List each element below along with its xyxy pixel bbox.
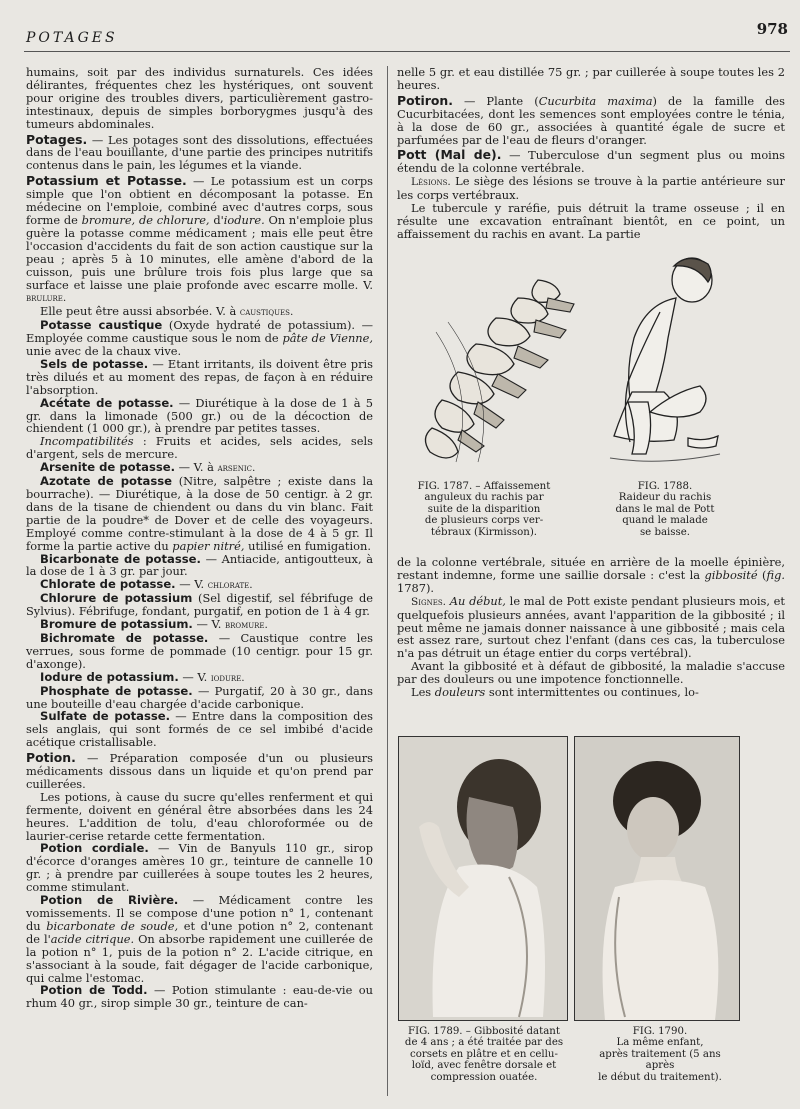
text-run: douleurs: [434, 685, 486, 700]
text-run: bicarbonate de soude,: [46, 918, 179, 933]
entry-headword: Arsenite de potasse.: [40, 460, 176, 475]
paragraph: [26, 461, 373, 475]
text-run: bromure.: [224, 619, 268, 632]
child-bending-illustration: [600, 252, 725, 472]
text-run: fig.: [766, 567, 785, 582]
entry-headword: Potasse caustique: [40, 318, 163, 333]
column-divider: [387, 66, 388, 1096]
caption-line: loïd, avec fenêtre dorsale et: [411, 1060, 557, 1072]
text-run: — Les potages sont des dissolutions, effectuées dans de l'eau bouillante, d'une partie des principes nutritifs contenus dans le pain, les légumes et la viande.: [26, 132, 373, 173]
entry-headword: Chlorure de potassium: [40, 591, 193, 606]
text-run: — Tuberculose d'un segment plus ou moins étendu de la colonne vertébrale.: [397, 148, 786, 176]
paragraph: [26, 578, 373, 592]
caption-line: tébraux (Kirmisson).: [430, 526, 538, 538]
spine-illustration: [418, 272, 588, 477]
caption-line: après: [645, 1060, 675, 1072]
text-run: — V.: [175, 577, 208, 592]
entry-headword: Bicarbonate de potasse.: [40, 551, 201, 566]
header-rule: [24, 51, 790, 52]
text-run: — Le potassium est un corps simple que l'on obtient en décomposant la potasse. En médecine on l'emploie, combiné avec d'autres corps, sous forme de: [26, 174, 373, 227]
text-run: : Fruits et acides, sels acides, sels d'argent, sels de mercure.: [26, 434, 373, 462]
entry-headword: Azotate de potasse: [40, 474, 173, 489]
text-run: papier nitré,: [172, 538, 245, 553]
text-run: Le siège des lésions se trouve à la partie antérieure sur les corps vertébraux.: [397, 174, 785, 203]
text-run: Au début,: [449, 593, 506, 608]
text-run: — V. à: [175, 460, 218, 475]
text-run: (: [757, 567, 767, 582]
paragraph: [26, 319, 373, 358]
text-run: 1787).: [397, 580, 435, 595]
paragraph: [26, 305, 373, 319]
text-run: humains, soit par des individus surnaturels. Ces idées délirantes, fréquentes chez les hystériques, ont souvent pour origine des troubles divers, particulièrement gastro-intestinaux, depuis de simples borborygmes jusqu'à des tumeurs abdominales.: [26, 65, 373, 131]
entry-headword: Potassium et Potasse.: [26, 173, 187, 189]
paragraph: [26, 435, 373, 461]
text-run: ) de la famille des Cucurbitacées, dont les semences sont employées contre le ténia, à la dose de 60 gr., associées à quantité égale de sucre et parfumées par de l'eau de fleurs d'oranger.: [397, 93, 786, 147]
caption-fig-1790: [582, 1026, 738, 1083]
text-run: brulure.: [26, 292, 67, 305]
caption-line: de 4 ans ; a été traitée par des: [404, 1037, 564, 1049]
text-run: gibbosité: [704, 567, 758, 582]
paragraph: [397, 92, 786, 147]
entry-headword: Acétate de potasse.: [40, 395, 174, 410]
caption-line: se baisse.: [639, 526, 691, 538]
text-run: nelle 5 gr. et eau distillée 75 gr. ; par cuillerée à soupe toutes les 2 heures.: [397, 65, 785, 92]
entry-headword: Chlorate de potasse.: [40, 577, 176, 592]
paragraph: [26, 592, 373, 618]
text-run: arsenic.: [217, 462, 256, 475]
text-run: (Nitre, salpêtre ; existe dans la bourrache). — Diurétique, à la dose de 50 centigr. à 2 gr. dans de la tisane de chiendent ou dans du vin blanc. Fait partie de la poudre* de Dover et de celle des voyageurs. Employé comme contre-stimulant à la dose de 4 à 5 gr. Il forme la partie active du: [26, 474, 373, 553]
text-run: acide citrique.: [50, 931, 135, 946]
text-run: (Oxyde hydraté de potassium). — Employée comme caustique sous le nom de: [26, 318, 373, 346]
entry-headword: Sels de potasse.: [40, 356, 149, 371]
paragraph: [26, 66, 373, 131]
entry-headword: Iodure de potassium.: [40, 669, 179, 684]
caption-line: dans le mal de Pott: [615, 503, 715, 515]
text-run: Les potions, à cause du sucre qu'elles renferment et qui fermente, doivent en général être absorbées dans les 24 heures. L'addition de tolu, d'eau chloroformée ou de laurier-cerise retarde cette fermentation.: [26, 789, 373, 843]
text-run: pâte de Vienne,: [282, 331, 373, 346]
entry-headword: Phosphate de potasse.: [40, 683, 193, 698]
text-run: unie avec de la chaux vive.: [26, 344, 182, 359]
text-run: Avant la gibbosité et à défaut de gibbosité, la maladie s'accuse par des douleurs ou une impotence fonctionnelle.: [397, 659, 785, 687]
text-run: d': [209, 212, 224, 227]
caption-line: FIG. 1789. – Gibbosité datant: [408, 1026, 560, 1037]
paragraph: [26, 618, 373, 632]
text-run: Incompatibilités: [40, 434, 134, 449]
caption-fig-1788: [600, 481, 730, 538]
text-run: — V.: [178, 669, 211, 684]
text-run: et d'une potion n° 2, contenant de l': [26, 918, 373, 946]
text-run: chlorate.: [207, 579, 253, 592]
text-run: sont intermittentes ou continues, lo-: [485, 685, 699, 700]
paragraph: [397, 595, 785, 661]
paragraph: [26, 842, 373, 894]
caption-line: compression ouatée.: [430, 1071, 538, 1083]
text-run: bromure, de chlorure,: [81, 212, 210, 227]
paragraph: [26, 671, 373, 685]
paragraph: [26, 791, 373, 843]
paragraph: [26, 894, 373, 984]
caption-line: FIG. 1788.: [637, 481, 693, 492]
caption-line: Raideur du rachis: [618, 492, 712, 504]
caption-line: anguleux du rachis par: [424, 492, 544, 504]
entry-headword: Potion de Rivière.: [40, 893, 179, 908]
text-run: — Diurétique à la dose de 1 à 5 gr. dans la limonade (500 gr.) ou de la décoction de chiendent (1 000 gr.), à prendre par petites tasses.: [26, 395, 373, 436]
paragraph: [397, 175, 785, 202]
paragraph: [26, 710, 373, 749]
text-run: On absorbe rapidement une cuillerée de la potion n° 1, puis de la potion n° 2. L'acide citrique, en s'associant à la soude, fait dégager de l'acide carbonique, qui calme l'estomac.: [26, 931, 373, 985]
running-head: POTAGES: [26, 30, 118, 46]
paragraph: [397, 149, 785, 175]
paragraph: [26, 175, 373, 305]
photo-fig-1790: [574, 736, 740, 1021]
left-column: [26, 66, 373, 1010]
text-run: Lésions.: [411, 176, 451, 189]
paragraph: [26, 632, 373, 671]
paragraph: [397, 556, 785, 595]
text-run: — Vin de Banyuls 110 gr., sirop d'écorce d'oranges amères 10 gr., teinture de cannelle 10 gr. ; à prendre par cuillerées à soupe toutes les 2 heures, comme stimulant.: [26, 841, 373, 895]
paragraph: [397, 66, 785, 92]
entry-headword: Bromure de potassium.: [40, 617, 193, 632]
caption-line: quand le malade: [622, 515, 708, 527]
caption-line: après traitement (5 ans: [599, 1048, 721, 1060]
entry-headword: Potion.: [26, 750, 76, 766]
text-run: — Médicament contre les vomissements. Il se compose d'une potion n° 1, contenant du: [26, 893, 373, 933]
entry-headword: Pott (Mal de).: [397, 147, 502, 163]
paragraph: [397, 202, 785, 241]
paragraph: [26, 131, 373, 173]
text-run: — Etant irritants, ils doivent être pris très dilués et au moment des repas, de façon à en réduire l'absorption.: [26, 356, 374, 397]
photo-fig-1789: [398, 736, 568, 1021]
entry-headword: Bichromate de potasse.: [40, 630, 209, 645]
right-column-mid: [397, 556, 785, 699]
caption-line: La même enfant,: [616, 1037, 704, 1049]
caption-line: le début du traitement).: [598, 1071, 722, 1083]
caption-line: FIG. 1790.: [632, 1026, 688, 1037]
entry-headword: Potages.: [26, 131, 88, 147]
caption-line: corsets en plâtre et en cellu-: [410, 1048, 558, 1060]
text-run: Les: [411, 685, 435, 700]
right-column-top: [397, 66, 785, 241]
paragraph: [26, 358, 373, 397]
text-run: le mal de Pott existe pendant plusieurs mois, et quelquefois plusieurs années, avant l'apparition de la gibbosité ; il peut même ne jamais donner naissance à une gibbosité ; mais cela est assez rare, surtout chez l'enfant (dans ces cas, la tuberculose n'a pas détruit un étage entier du corps vertébral).: [397, 593, 786, 661]
caption-line: FIG. 1787. – Affaissement: [417, 481, 551, 492]
paragraph: [26, 752, 373, 791]
text-run: — Préparation composée d'un ou plusieurs médicaments dissous dans un liquide et qu'on prend par cuillerées.: [26, 751, 373, 791]
caption-fig-1789: [398, 1026, 570, 1083]
text-run: — Antiacide, antigoutteux, à la dose de 1 à 3 gr. par jour.: [26, 551, 374, 579]
text-run: Elle peut être aussi absorbée. V. à: [40, 304, 240, 319]
text-run: iodure.: [223, 212, 265, 227]
entry-headword: Potion de Todd.: [40, 983, 148, 998]
text-run: Cucurbita maxima: [538, 93, 653, 108]
text-run: utilisé en fumigation.: [244, 538, 371, 553]
page-number: 978: [756, 20, 788, 38]
entry-headword: Sulfate de potasse.: [40, 709, 171, 724]
text-run: — Plante (: [452, 93, 539, 108]
text-run: Le tubercule y raréfie, puis détruit la trame osseuse ; il en résulte une excavation entraînant bientôt, en ce point, un affaissement du rachis en avant. La partie: [397, 201, 785, 241]
text-run: iodure.: [210, 671, 245, 684]
paragraph: [26, 475, 373, 552]
caption-line: suite de la disparition: [427, 503, 541, 515]
paragraph: [397, 660, 785, 686]
text-run: de la colonne vertébrale, située en arrière de la moelle épinière, restant indemne, forme une saillie dorsale : c'est la: [397, 555, 785, 582]
text-run: — Potion stimulante : eau-de-vie ou rhum 40 gr., sirop simple 30 gr., teinture de can-: [26, 983, 373, 1011]
caption-fig-1787: [404, 481, 564, 538]
text-run: — Caustique contre les verrues, sous forme de pommade (10 centigr. pour 15 gr. d'axonge).: [26, 630, 373, 671]
paragraph: [26, 685, 373, 711]
paragraph: [26, 553, 373, 579]
text-run: — V.: [192, 617, 225, 632]
entry-headword: Potion cordiale.: [40, 841, 149, 856]
text-run: — Purgatif, 20 à 30 gr., dans une bouteille d'eau chargée d'acide carbonique.: [26, 683, 373, 711]
paragraph: [26, 984, 373, 1010]
caption-line: de plusieurs corps ver-: [424, 515, 544, 527]
text-run: (Sel digestif, sel fébrifuge de Sylvius). Fébrifuge, fondant, purgatif, en potion de 1 à 4 gr.: [26, 591, 373, 619]
text-run: On n'emploie plus guère la potasse comme médicament ; mais elle peut être l'occasion d'accidents du fait de son action caustique sur la peau ; après 5 à 10 minutes, elle amène d'abord de la cuisson, puis une brûlure trois fois plus large que sa surface et laisse une plaie profonde avec escarre molle. V.: [26, 212, 373, 292]
paragraph: [397, 686, 785, 699]
entry-headword: Potiron.: [397, 92, 453, 108]
text-run: Signes.: [411, 595, 447, 608]
text-run: caustiques.: [239, 306, 294, 319]
text-run: — Entre dans la composition des sels anglais, qui sont formés de ce sel imbibé d'acide acétique cristallisable.: [26, 709, 373, 750]
paragraph: [26, 397, 373, 436]
